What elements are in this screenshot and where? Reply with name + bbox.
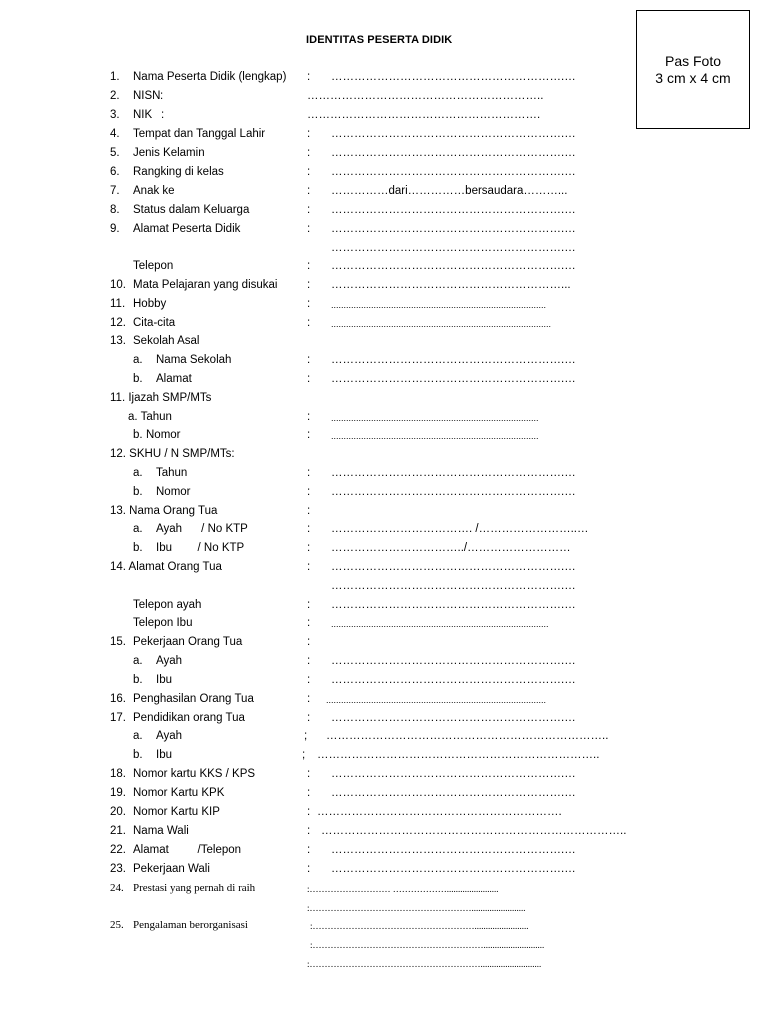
- field-label: Pendidikan orang Tua: [133, 712, 245, 724]
- page-title: IDENTITAS PESERTA DIDIK: [306, 34, 453, 46]
- field-row-ijazah-nomor: [0, 429, 768, 447]
- field-label: Penghasilan Orang Tua: [133, 693, 254, 705]
- field-row-ijazah-tahun: [0, 411, 768, 429]
- field-label: Status dalam Keluarga: [133, 204, 250, 216]
- sub-letter: a.: [133, 354, 143, 366]
- field-colon: :: [307, 599, 311, 611]
- fill-line[interactable]: …………………………………………………….…: [331, 561, 576, 573]
- fill-line[interactable]: ……………………………../………………………: [331, 542, 571, 554]
- field-colon: :: [307, 223, 311, 235]
- fill-line[interactable]: ……………………………………………………………………..: [321, 825, 627, 837]
- field-row-status-keluarga: [0, 204, 768, 222]
- field-row-alamat-sekolah: [0, 373, 768, 391]
- field-label: Tempat dan Tanggal Lahir: [133, 128, 266, 140]
- field-colon: :: [307, 467, 311, 479]
- sub-letter: b.: [133, 429, 143, 441]
- row-number: 18.: [110, 768, 126, 780]
- field-colon: ;: [304, 730, 308, 742]
- row-number: 8.: [110, 204, 120, 216]
- fill-line[interactable]: ………………………………………………………………..: [317, 749, 600, 761]
- row-number: 19.: [110, 787, 126, 799]
- field-row-pendidikan-ibu: [0, 749, 768, 767]
- field-colon: :: [307, 373, 311, 385]
- field-colon: :: [307, 693, 311, 705]
- field-label: Sekolah Asal: [133, 335, 200, 347]
- field-colon: :: [307, 655, 311, 667]
- field-label: Telepon Ibu: [133, 617, 193, 629]
- field-colon: :: [307, 674, 311, 686]
- fill-line[interactable]: …………………………………………………….…: [331, 260, 576, 272]
- field-label: Nama Wali: [133, 825, 189, 837]
- fill-line[interactable]: ………………………………. /……………………..…: [331, 523, 589, 535]
- field-row-nama: [0, 71, 768, 89]
- sub-letter: b.: [133, 749, 143, 761]
- field-label: Nomor: [146, 429, 181, 441]
- fill-line[interactable]: …………………………………………………….…: [331, 242, 576, 254]
- fill-line[interactable]: …………………………………………………….…: [331, 204, 576, 216]
- sub-letter: b.: [133, 373, 143, 385]
- fill-line[interactable]: …………………………………………………….…: [331, 147, 576, 159]
- fill-line[interactable]: …………………………………………………….: [307, 109, 541, 121]
- fill-line[interactable]: ……………………………………………………...: [331, 279, 571, 291]
- field-row-alamat: [0, 223, 768, 241]
- section-label: 11. Ijazah SMP/MTs: [110, 392, 212, 404]
- fill-line[interactable]: …………………………………………………….…: [331, 128, 576, 140]
- fill-line[interactable]: ……………………………………………………..: [307, 90, 544, 102]
- row-number: 12.: [110, 317, 126, 329]
- fill-line[interactable]: …………………………………………………….…: [331, 580, 576, 592]
- fill-line[interactable]: ………………………………………………………………..: [326, 730, 609, 742]
- field-label: Pekerjaan Orang Tua: [133, 636, 243, 648]
- row-number: 17.: [110, 712, 126, 724]
- field-colon: :: [307, 204, 311, 216]
- field-label: Prestasi yang pernah di raih: [133, 882, 256, 894]
- field-row-cita-cita: [0, 317, 768, 335]
- field-colon: :: [307, 863, 311, 875]
- row-number: 2.: [110, 90, 120, 102]
- field-label: Nomor Kartu KPK: [133, 787, 225, 799]
- field-label: NISN: [133, 90, 161, 102]
- fill-line[interactable]: ........................................................................................: [326, 695, 547, 705]
- fill-line[interactable]: ......................................................................................: [331, 300, 547, 310]
- field-colon: :: [307, 768, 311, 780]
- field-label: Alamat Peserta Didik: [133, 223, 241, 235]
- fill-line[interactable]: :…………………………………………………...........................: [310, 940, 545, 950]
- field-label: Cita-cita: [133, 317, 176, 329]
- field-row-ttl: [0, 128, 768, 146]
- row-number: 13.: [110, 335, 126, 347]
- field-row-hobby: [0, 298, 768, 316]
- section-label: 13. Nama Orang Tua: [110, 505, 218, 517]
- field-colon: :: [307, 411, 311, 423]
- field-row-telepon-ayah: [0, 599, 768, 617]
- field-label: Ayah / No KTP: [156, 523, 248, 535]
- fill-line[interactable]: …………………………………………………….…: [331, 844, 576, 856]
- field-row-kpk: [0, 787, 768, 805]
- fill-line[interactable]: …………………………………………………….…: [331, 467, 576, 479]
- field-label: Nomor kartu KKS / KPS: [133, 768, 256, 780]
- field-row-alamat-cont: [0, 242, 768, 260]
- field-row-prestasi: [0, 882, 768, 900]
- field-label: Ibu: [156, 749, 172, 761]
- row-number: 3.: [110, 109, 120, 121]
- row-number: 23.: [110, 863, 126, 875]
- field-colon: :: [307, 844, 311, 856]
- row-number: 20.: [110, 806, 126, 818]
- row-number: 21.: [110, 825, 126, 837]
- field-colon: :: [307, 712, 311, 724]
- field-colon: :: [307, 561, 311, 573]
- field-row-anak-ke: [0, 185, 768, 203]
- field-label: Ayah: [156, 655, 183, 667]
- sub-letter: a.: [133, 730, 143, 742]
- field-colon: :: [160, 90, 164, 102]
- row-number: 10.: [110, 279, 126, 291]
- field-row-jenis-kelamin: [0, 147, 768, 165]
- field-label: Pengalaman berorganisasi: [133, 919, 248, 931]
- fill-line[interactable]: …………………………………………………….…: [331, 712, 576, 724]
- fill-line[interactable]: …………………………………………………….…: [331, 486, 576, 498]
- sub-letter: b.: [133, 486, 143, 498]
- row-number: 24.: [110, 882, 124, 894]
- field-colon: :: [307, 505, 311, 517]
- field-colon: :: [307, 486, 311, 498]
- field-colon: :: [307, 298, 311, 310]
- field-row-ibu-ktp: [0, 542, 768, 560]
- field-row-mapel: [0, 279, 768, 297]
- fill-line[interactable]: :…………………………………………………...........................: [307, 959, 542, 969]
- fill-line[interactable]: …………………………………………………….…: [331, 787, 576, 799]
- photo-label: Pas Foto: [664, 52, 722, 69]
- row-number: 22.: [110, 844, 126, 856]
- fill-line[interactable]: …………………………………………………….…: [331, 655, 576, 667]
- row-number: 6.: [110, 166, 120, 178]
- field-label: NIK: [133, 109, 153, 121]
- fill-line[interactable]: …………………………………………………….…: [331, 373, 576, 385]
- row-number: 25.: [110, 919, 124, 931]
- field-colon: :: [307, 128, 311, 140]
- field-colon: :: [307, 166, 311, 178]
- fill-line[interactable]: :………………………………………………........................: [310, 921, 529, 931]
- field-label: Pekerjaan Wali: [133, 863, 210, 875]
- field-colon: :: [307, 523, 311, 535]
- fill-line[interactable]: ……………………………………………………….: [317, 806, 562, 818]
- fill-line[interactable]: ...................................................................................: [331, 431, 539, 441]
- fill-line[interactable]: .......................................................................................: [331, 619, 549, 629]
- field-row-skhu-nomor: [0, 486, 768, 504]
- row-number: 16.: [110, 693, 126, 705]
- field-row-prestasi-cont: [0, 901, 768, 919]
- field-colon: :: [307, 185, 311, 197]
- field-row-pekerjaan-ortu: [0, 636, 768, 654]
- row-number: 11.: [110, 298, 126, 310]
- photo-size: 3 cm x 4 cm: [655, 69, 731, 86]
- field-colon: :: [307, 147, 311, 159]
- field-label: Nama Sekolah: [156, 354, 232, 366]
- field-label: Nama Peserta Didik (lengkap): [133, 71, 287, 83]
- field-label: Rangking di kelas: [133, 166, 224, 178]
- row-number: 9.: [110, 223, 120, 235]
- field-row-pendidikan: [0, 712, 768, 730]
- field-row-pekerjaan-wali: [0, 863, 768, 881]
- fill-line[interactable]: …………………………………………………….…: [331, 354, 576, 366]
- field-row-alamat-wali: [0, 844, 768, 862]
- field-row-skhu: [0, 448, 768, 466]
- field-colon: :: [307, 617, 311, 629]
- sub-letter: a.: [133, 467, 143, 479]
- field-colon: :: [307, 806, 311, 818]
- field-label: Telepon ayah: [133, 599, 202, 611]
- field-row-organisasi-cont-2: [0, 957, 768, 975]
- row-number: 7.: [110, 185, 120, 197]
- fill-line[interactable]: …………………………………………………….…: [331, 223, 576, 235]
- field-colon: ;: [302, 749, 306, 761]
- field-row-telepon-ibu: [0, 617, 768, 635]
- fill-line[interactable]: ........................................................................................: [331, 319, 552, 329]
- field-label: Ayah: [156, 730, 183, 742]
- section-label: 14. Alamat Orang Tua: [110, 561, 222, 573]
- field-row-nama-sekolah: [0, 354, 768, 372]
- field-row-nik: [0, 109, 768, 127]
- fill-line[interactable]: …………………………………………………….…: [331, 674, 576, 686]
- field-label: Ibu: [156, 674, 172, 686]
- field-row-organisasi: [0, 919, 768, 937]
- fill-line[interactable]: …………………………………………………….…: [331, 768, 576, 780]
- field-row-nisn: [0, 90, 768, 108]
- field-colon: :: [307, 429, 311, 441]
- field-row-pekerjaan-ayah: [0, 655, 768, 673]
- field-colon: :: [307, 636, 311, 648]
- field-row-kks: [0, 768, 768, 786]
- field-row-organisasi-cont-1: [0, 938, 768, 956]
- field-label: Alamat /Telepon: [133, 844, 242, 856]
- field-colon: :: [307, 317, 311, 329]
- row-number: 4.: [110, 128, 120, 140]
- row-number: 1.: [110, 71, 120, 83]
- field-label: a. Tahun: [128, 411, 172, 423]
- fill-line[interactable]: …………………………………………………….…: [331, 599, 576, 611]
- field-label: Jenis Kelamin: [133, 147, 205, 159]
- fill-line[interactable]: ...................................................................................: [331, 413, 539, 423]
- field-row-ijazah: [0, 392, 768, 410]
- field-label: Mata Pelajaran yang disukai: [133, 279, 278, 291]
- field-row-alamat-ortu-cont: [0, 580, 768, 598]
- field-label: Telepon: [133, 260, 174, 272]
- field-colon: :: [307, 825, 311, 837]
- fill-line[interactable]: :………………………………………………........................: [307, 903, 526, 913]
- field-label: Hobby: [133, 298, 167, 310]
- field-colon: :: [307, 787, 311, 799]
- field-label: Nomor: [156, 486, 191, 498]
- row-number: 5.: [110, 147, 120, 159]
- field-row-alamat-ortu: [0, 561, 768, 579]
- field-colon: :: [161, 109, 165, 121]
- field-row-pendidikan-ayah: [0, 730, 768, 748]
- field-row-ayah-ktp: [0, 523, 768, 541]
- field-colon: :: [307, 279, 311, 291]
- section-label: 12. SKHU / N SMP/MTs:: [110, 448, 235, 460]
- field-label: Anak ke: [133, 185, 175, 197]
- sub-letter: a.: [133, 523, 143, 535]
- sub-letter: b.: [133, 542, 143, 554]
- field-row-nama-ortu: [0, 505, 768, 523]
- field-colon: :: [307, 71, 311, 83]
- fill-line[interactable]: :……………………… ……………….......................: [307, 884, 499, 894]
- field-row-rangking: [0, 166, 768, 184]
- sub-letter: a.: [133, 655, 143, 667]
- field-colon: :: [307, 260, 311, 272]
- field-colon: :: [307, 354, 311, 366]
- field-row-telepon: [0, 260, 768, 278]
- fill-line[interactable]: ……………dari……………bersaudara………...: [331, 185, 568, 197]
- fill-line[interactable]: …………………………………………………….…: [331, 71, 576, 83]
- fill-line[interactable]: …………………………………………………….…: [331, 166, 576, 178]
- field-row-skhu-tahun: [0, 467, 768, 485]
- field-colon: :: [307, 542, 311, 554]
- sub-letter: b.: [133, 674, 143, 686]
- field-row-nama-wali: [0, 825, 768, 843]
- fill-line[interactable]: …………………………………………………….…: [331, 863, 576, 875]
- field-row-pekerjaan-ibu: [0, 674, 768, 692]
- field-label: Alamat: [156, 373, 192, 385]
- field-label: Tahun: [156, 467, 188, 479]
- field-row-penghasilan: [0, 693, 768, 711]
- field-row-kip: [0, 806, 768, 824]
- field-label: Nomor Kartu KIP: [133, 806, 220, 818]
- field-label: Ibu / No KTP: [156, 542, 245, 554]
- row-number: 15.: [110, 636, 126, 648]
- field-row-sekolah-asal: [0, 335, 768, 353]
